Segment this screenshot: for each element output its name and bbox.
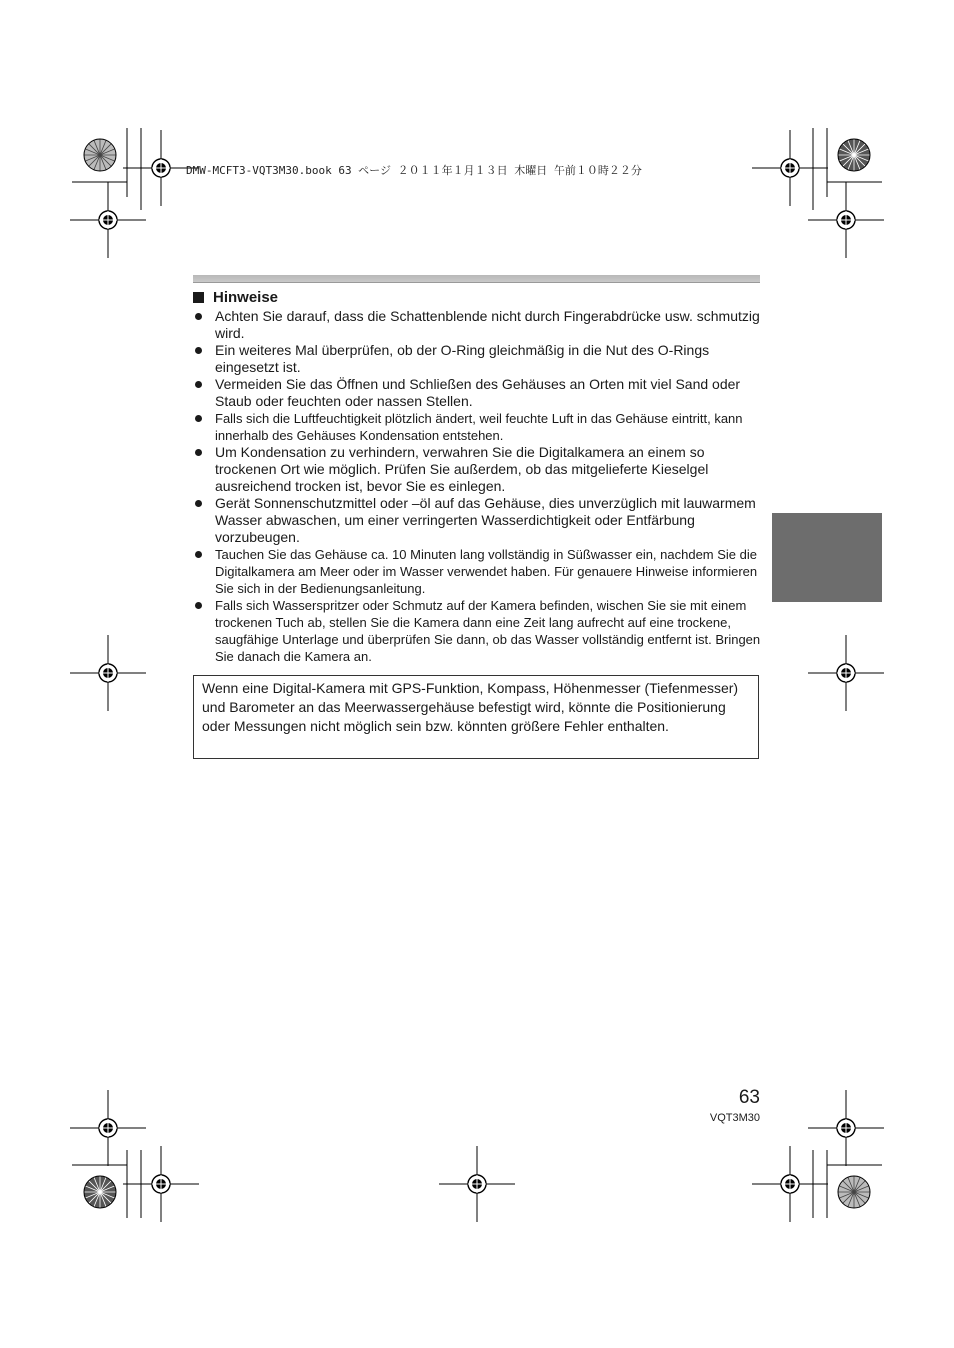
- bullet-icon: [195, 602, 202, 609]
- info-box: [193, 675, 759, 759]
- list-item: Falls sich die Luftfeuchtigkeit plötzlich ändert, weil feuchte Luft in das Gehäuse eintritt, kann innerhalb des Gehäuses Kondensation entstehen.: [193, 410, 763, 444]
- list-item: Um Kondensation zu verhindern, verwahren Sie die Digitalkamera an einem so trockenen Ort wie möglich. Prüfen Sie außerdem, ob das mitgelieferte Kieselgel ausreichend trocken ist, bevor Sie es einlegen.: [193, 444, 763, 495]
- list-item: Achten Sie darauf, dass die Schattenblende nicht durch Fingerabdrücke usw. schmutzig wird.: [193, 308, 763, 342]
- notes-list: [193, 308, 763, 665]
- list-item: Falls sich Wasserspritzer oder Schmutz auf der Kamera befinden, wischen Sie sie mit einem trockenen Tuch ab, stellen Sie die Kamera dann eine Zeit lang aufrecht auf eine trockene, saugfähige Unterlage und überprüfen Sie dann, ob das Wasser vollständig entfernt ist. Bringen Sie danach die Kamera an.: [193, 597, 763, 665]
- model-code: VQT3M30: [709, 1112, 760, 1124]
- bullet-icon: [195, 449, 202, 456]
- bullet-icon: [195, 313, 202, 320]
- bullet-icon: [195, 415, 202, 422]
- list-item: Gerät Sonnenschutzmittel oder –öl auf das Gehäuse, dies unverzüglich mit lauwarmem Wasser abwaschen, um einer verringerten Wasserdichtigkeit oder Entfärbung vorzubeugen.: [193, 495, 763, 546]
- list-item: Tauchen Sie das Gehäuse ca. 10 Minuten lang vollständig in Süßwasser ein, nachdem Sie die Digitalkamera am Meer oder im Wasser verwendet haben. Für genauere Hinweise informieren Sie sich in der Bedienungsanleitung.: [193, 546, 763, 597]
- info-box-text: Wenn eine Digital-Kamera mit GPS-Funktion, Kompass, Höhenmesser (Tiefenmesser) und Barometer an das Meerwassergehäuse befestigt wird, könnte die Positionierung oder Messungen nicht möglich sein bzw. könnten größere Fehler enthalten.: [202, 680, 739, 734]
- list-item: Ein weiteres Mal überprüfen, ob der O-Ring gleichmäßig in die Nut des O-Rings eingesetzt ist.: [193, 342, 763, 376]
- page-number: 63: [738, 1087, 760, 1108]
- square-bullet-icon: [193, 292, 204, 303]
- section-rule: [193, 275, 760, 283]
- bullet-icon: [195, 551, 202, 558]
- bullet-icon: [195, 381, 202, 388]
- print-header: DMW-MCFT3-VQT3M30.book 63 ページ ２０１１年１月１３日 木曜日 午前１０時２２分: [186, 164, 642, 177]
- chapter-tab: [772, 513, 882, 602]
- bullet-icon: [195, 500, 202, 507]
- list-item: Vermeiden Sie das Öffnen und Schließen des Gehäuses an Orten mit viel Sand oder Staub oder feuchten oder nassen Stellen.: [193, 376, 763, 410]
- section-title: Hinweise: [213, 289, 279, 306]
- bullet-icon: [195, 347, 202, 354]
- section-heading: [193, 289, 278, 306]
